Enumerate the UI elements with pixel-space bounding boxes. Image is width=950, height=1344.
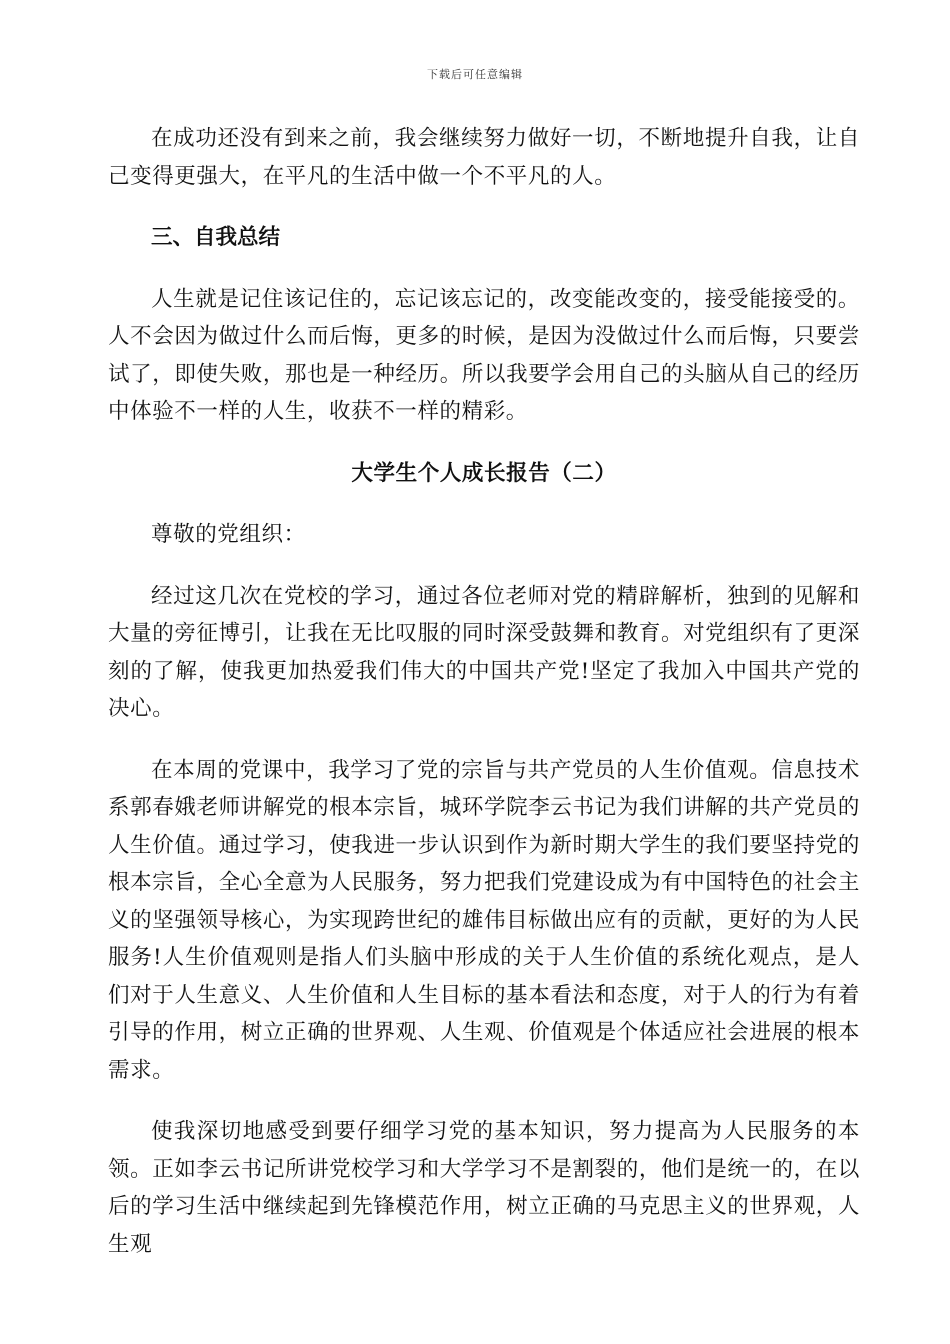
salutation: 尊敬的党组织： <box>151 522 306 547</box>
paragraph-closing: 在成功还没有到来之前，我会继续努力做好一切，不断地提升自我，让自己变得更强大，在平凡的生活中做一个不平凡的人。 <box>108 126 860 189</box>
document-body <box>108 120 860 1263</box>
paragraph-intro: 经过这几次在党校的学习，通过各位老师对党的精辟解析，独到的见解和大量的旁征博引，让我在无比叹服的同时深受鼓舞和教育。对党组织有了更深刻的了解，使我更加热爱我们伟大的中国共产党!坚定了我加入中国共产党的决心。 <box>108 583 860 721</box>
paragraph-reflection: 使我深切地感受到要仔细学习党的基本知识，努力提高为人民服务的本领。正如李云书记所讲党校学习和大学学习不是割裂的，他们是统一的，在以后的学习生活中继续起到先锋模范作用，树立正确的马克思主义的世界观，人生观 <box>108 1119 860 1257</box>
report-title: 大学生个人成长报告（二） <box>351 460 617 486</box>
page-header: 下载后可任意编辑 <box>427 68 523 81</box>
paragraph-summary: 人生就是记住该记住的，忘记该忘记的，改变能改变的，接受能接受的。人不会因为做过什么而后悔，更多的时候，是因为没做过什么而后悔，只要尝试了，即使失败，那也是一种经历。所以我要学会用自己的头脑从自己的经历中体验不一样的人生，收获不一样的精彩。 <box>108 286 860 424</box>
section-heading: 三、自我总结 <box>151 225 281 250</box>
paragraph-lesson: 在本周的党课中，我学习了党的宗旨与共产党员的人生价值观。信息技术系郭春娥老师讲解党的根本宗旨，城环学院李云书记为我们讲解的共产党员的人生价值。通过学习，使我进一步认识到作为新时期大学生的我们要坚持党的根本宗旨，全心全意为人民服务，努力把我们党建设成为有中国特色的社会主义的坚强领导核心，为实现跨世纪的雄伟目标做出应有的贡献，更好的为人民服务!人生价值观则是指人们头脑中形成的关于人生价值的系统化观点，是人们对于人生意义、人生价值和人生目标的基本看法和态度，对于人的行为有着引导的作用，树立正确的世界观、人生观、价值观是个体适应社会进展的根本需求。 <box>108 757 860 1083</box>
